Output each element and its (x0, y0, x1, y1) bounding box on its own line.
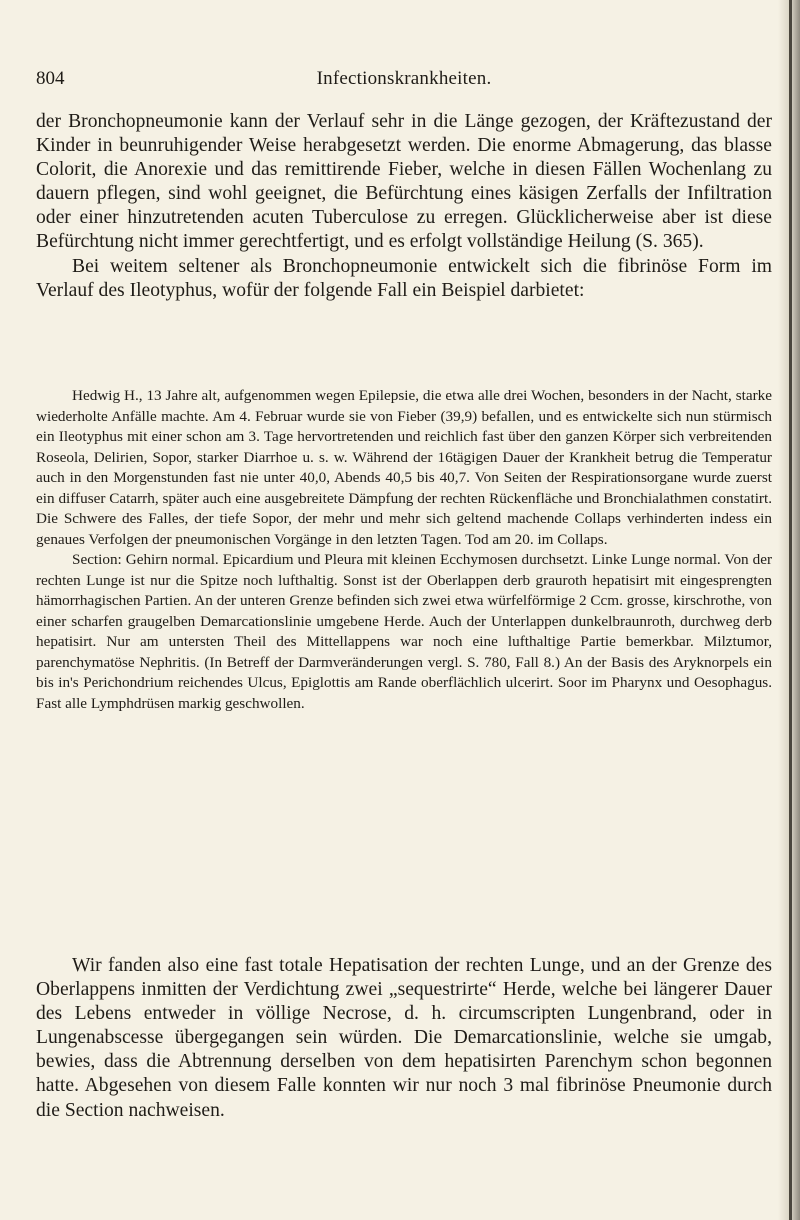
section-report-paragraph: Section: Gehirn normal. Epicardium und Pleura mit kleinen Ecchymosen durchsetzt. Linke Lunge normal. Von der rechten Lunge ist nur die Spitze noch lufthaltig. Sonst ist der Oberlappen derb grauroth hepatisirt mit eingesprengten hämorrhagischen Partien. An der unteren Grenze befinden sich zwei etwa würfelförmige 2 Ccm. grosse, kirschrothe, von einer scharfen graugelben Demarcationslinie umgebene Herde. Auch der Unterlappen dunkelbraunroth, durchweg derb hepatisirt. Nur am untersten Theil des Mittellappens war noch eine lufthaltige Partie bemerkbar. Milztumor, parenchymatöse Nephritis. (In Betreff der Darmveränderungen vergl. S. 780, Fall 8.) An der Basis des Aryknorpels ein bis in's Perichondrium reichendes Ulcus, Epiglottis am Rande oberflächlich ulcerirt. Soor im Pharynx und Oesophagus. Fast alle Lymphdrüsen markig geschwollen. (36, 551, 772, 712)
paragraph-2: Bei weitem seltener als Bronchopneumonie entwickelt sich die fibrinöse Form im Verlauf des Ileotyphus, wofür der folgende Fall ein Beispiel darbietet: (36, 255, 772, 301)
paragraph-1: der Bronchopneumonie kann der Verlauf sehr in die Länge gezogen, der Kräftezustand der Kinder in beunruhigender Weise herabgesetzt werden. Die enorme Abmagerung, das blasse Colorit, die Anorexie und das remittirende Fieber, welche in diesen Fällen Wochenlang zu dauern pflegen, sind wohl geeignet, die Befürchtung eines käsigen Zerfalls der Infiltration oder einer hinzutretenden acuten Tuberculose zu erregen. Glücklicherweise aber ist diese Befürchtung nicht immer gerechtfertigt, und es erfolgt vollständige Heilung (S. 365). (36, 111, 772, 253)
main-text-top (36, 110, 772, 303)
case-report-block (36, 386, 772, 714)
page-number: 804 (36, 68, 65, 89)
running-title: Infectionskrankheiten. (316, 68, 492, 89)
page-header (36, 68, 772, 92)
main-text-bottom (36, 954, 772, 1123)
paragraph-3: Wir fanden also eine fast totale Hepatisation der rechten Lunge, und an der Grenze des Oberlappens inmitten der Verdichtung zwei „sequestrirte“ Herde, welche bei längerer Dauer des Lebens entweder in völlige Necrose, d. h. circumscripten Lungenbrand, oder in Lungenabscesse übergegangen sein würden. Die Demarcationslinie, welche sie umgab, bewies, dass die Abtrennung derselben von dem hepatisirten Parenchym schon begonnen hatte. Abgesehen von diesem Falle konnten wir nur noch 3 mal fibrinöse Pneumonie durch die Section nachweisen. (36, 955, 772, 1121)
page-edge-line (789, 0, 792, 1220)
case-report-paragraph: Hedwig H., 13 Jahre alt, aufgenommen wegen Epilepsie, die etwa alle drei Wochen, besonders in der Nacht, starke wiederholte Anfälle machte. Am 4. Februar wurde sie von Fieber (39,9) befallen, und es entwickelte sich nun stürmisch ein Ileotyphus mit einer schon am 3. Tage hervortretenden und reichlich fast über den ganzen Körper sich verbreitenden Roseola, Delirien, Sopor, starker Diarrhoe u. s. w. Während der 16tägigen Dauer der Krankheit betrug die Temperatur auch in den Morgenstunden fast nie unter 40,0, Abends 40,5 bis 40,7. Von Seiten der Respirationsorgane wurde zuerst ein diffuser Catarrh, später auch eine ausgebreitete Dämpfung der rechten Rückenfläche und Bronchialathmen constatirt. Die Schwere des Falles, der tiefe Sopor, der mehr und mehr sich geltend machende Collaps verhinderten indess ein genaues Verfolgen der pneumonischen Vorgänge in den letzten Tagen. Tod am 20. im Collaps. (36, 387, 772, 548)
